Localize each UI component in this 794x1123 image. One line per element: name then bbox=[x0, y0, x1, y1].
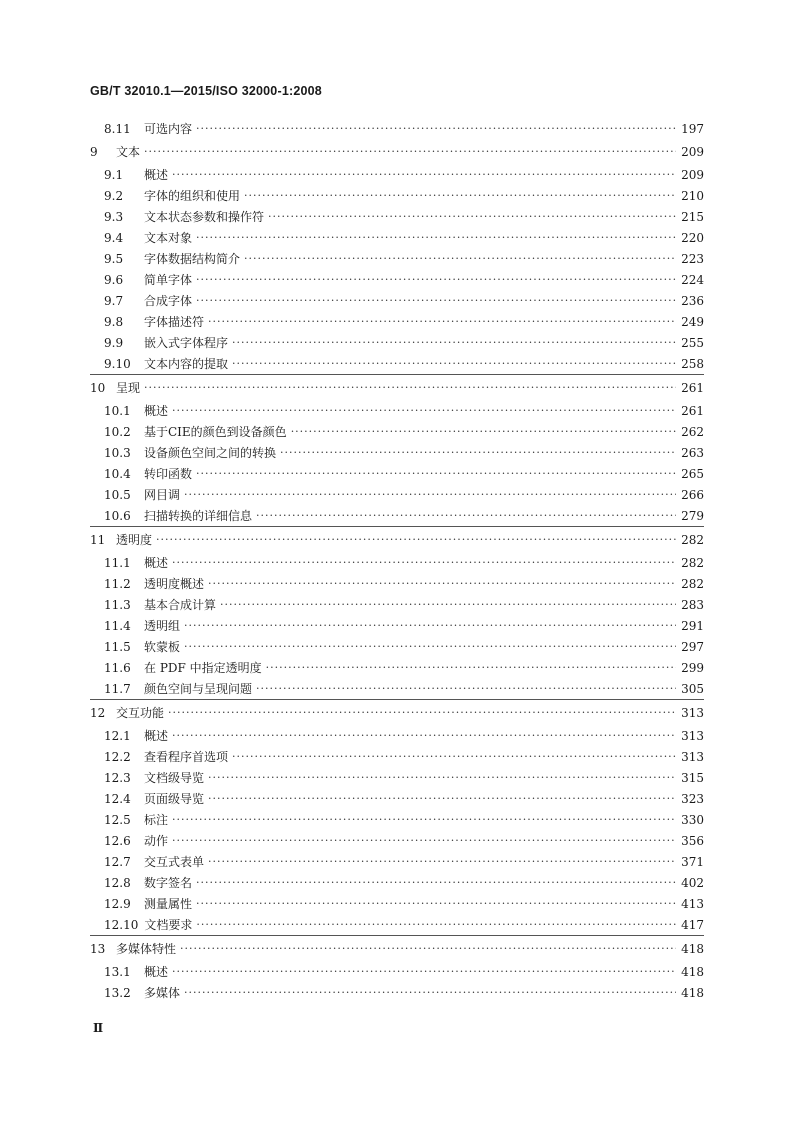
toc-entry-page: 209 bbox=[681, 144, 704, 159]
toc-entry-number: 12 bbox=[90, 705, 106, 720]
toc-entry-number: 10.1 bbox=[104, 403, 131, 418]
toc-dot-leader bbox=[208, 315, 676, 328]
toc-entry-page: 305 bbox=[681, 681, 704, 696]
toc-entry-number: 11.6 bbox=[104, 660, 131, 675]
toc-section-entry[interactable] bbox=[90, 353, 704, 374]
toc-entry-page: 313 bbox=[681, 728, 704, 743]
toc-section-entry[interactable] bbox=[90, 872, 704, 893]
toc-dot-leader bbox=[196, 273, 676, 286]
toc-entry-page: 279 bbox=[681, 508, 704, 523]
toc-dot-leader bbox=[220, 598, 676, 611]
toc-section-entry[interactable] bbox=[90, 118, 704, 139]
toc-entry-title: 合成字体 bbox=[144, 294, 193, 308]
toc-dot-leader bbox=[256, 682, 676, 695]
toc-section-entry[interactable] bbox=[90, 311, 704, 332]
toc-section-entry[interactable] bbox=[90, 185, 704, 206]
toc-entry-number: 9.7 bbox=[104, 293, 124, 308]
toc-entry-number: 9 bbox=[90, 144, 98, 159]
toc-entry-number: 9.4 bbox=[104, 230, 124, 245]
toc-dot-leader bbox=[232, 357, 676, 370]
toc-dot-leader bbox=[196, 231, 676, 244]
toc-entry-number: 13.1 bbox=[104, 964, 131, 979]
toc-section-entry[interactable] bbox=[90, 206, 704, 227]
toc-entry-page: 261 bbox=[681, 380, 704, 395]
toc-entry-number: 11.5 bbox=[104, 639, 131, 654]
toc-entry-title: 软蒙板 bbox=[144, 640, 181, 654]
toc-entry-number: 10 bbox=[90, 380, 106, 395]
toc-entry-page: 299 bbox=[681, 660, 704, 675]
toc-entry-page: 330 bbox=[681, 812, 704, 827]
toc-entry-title: 透明度概述 bbox=[144, 577, 205, 591]
toc-entry-number: 11.1 bbox=[104, 555, 131, 570]
toc-dot-leader bbox=[184, 488, 676, 501]
toc-entry-title: 网目调 bbox=[144, 488, 181, 502]
toc-dot-leader bbox=[172, 729, 676, 742]
toc-entry-number: 8.11 bbox=[104, 121, 131, 136]
toc-dot-leader bbox=[168, 706, 676, 719]
toc-entry-title: 字体的组织和使用 bbox=[144, 189, 241, 203]
toc-section-entry[interactable] bbox=[90, 636, 704, 657]
toc-entry-page: 418 bbox=[681, 964, 704, 979]
toc-entry-page: 315 bbox=[681, 770, 704, 785]
toc-entry-page: 291 bbox=[681, 618, 704, 633]
toc-entry-number: 10.5 bbox=[104, 487, 131, 502]
toc-entry-page: 261 bbox=[681, 403, 704, 418]
toc-dot-leader bbox=[208, 771, 676, 784]
toc-entry-title: 概述 bbox=[144, 965, 169, 979]
toc-dot-leader bbox=[244, 189, 676, 202]
toc-entry-page: 297 bbox=[681, 639, 704, 654]
toc-entry-page: 258 bbox=[681, 356, 704, 371]
toc-entry-title: 扫描转换的详细信息 bbox=[144, 509, 253, 523]
toc-section-entry[interactable] bbox=[90, 746, 704, 767]
toc-dot-leader bbox=[268, 210, 676, 223]
toc-chapter-entry[interactable] bbox=[90, 526, 704, 552]
toc-entry-number: 13 bbox=[90, 941, 106, 956]
toc-dot-leader bbox=[196, 876, 676, 889]
toc-section-entry[interactable] bbox=[90, 552, 704, 573]
toc-section-entry[interactable] bbox=[90, 725, 704, 746]
toc-section-entry[interactable] bbox=[90, 809, 704, 830]
toc-dot-leader bbox=[244, 252, 676, 265]
toc-entry-title: 在 PDF 中指定透明度 bbox=[144, 661, 262, 675]
toc-dot-leader bbox=[208, 855, 676, 868]
toc-entry-title: 概述 bbox=[144, 404, 169, 418]
toc-entry-number: 10.4 bbox=[104, 466, 131, 481]
toc-entry-number: 9.10 bbox=[104, 356, 131, 371]
toc-entry-title: 概述 bbox=[144, 168, 169, 182]
toc-entry-page: 209 bbox=[681, 167, 704, 182]
toc-dot-leader bbox=[232, 750, 676, 763]
toc-entry-number: 11 bbox=[90, 532, 106, 547]
toc-dot-leader bbox=[256, 509, 676, 522]
toc-dot-leader bbox=[172, 168, 676, 181]
toc-entry-page: 413 bbox=[681, 896, 704, 911]
toc-entry-number: 11.4 bbox=[104, 618, 131, 633]
toc-dot-leader bbox=[291, 425, 676, 438]
toc-entry-title: 标注 bbox=[144, 813, 169, 827]
toc-entry-page: 371 bbox=[681, 854, 704, 869]
toc-entry-page: 282 bbox=[681, 532, 704, 547]
toc-entry-title: 转印函数 bbox=[144, 467, 193, 481]
toc-section-entry[interactable] bbox=[90, 615, 704, 636]
toc-entry-title: 文档级导览 bbox=[144, 771, 205, 785]
toc-chapter-entry[interactable] bbox=[90, 699, 704, 725]
toc-chapter-entry[interactable] bbox=[90, 374, 704, 400]
toc-entry-title: 嵌入式字体程序 bbox=[144, 336, 229, 350]
toc-entry-title: 概述 bbox=[144, 556, 169, 570]
toc-dot-leader bbox=[172, 813, 676, 826]
toc-entry-title: 文档要求 bbox=[144, 918, 193, 932]
toc-section-entry[interactable] bbox=[90, 505, 704, 526]
toc-entry-number: 9.9 bbox=[104, 335, 124, 350]
toc-entry-page: 266 bbox=[681, 487, 704, 502]
toc-entry-page: 236 bbox=[681, 293, 704, 308]
toc-chapter-entry[interactable] bbox=[90, 935, 704, 961]
toc-section-entry[interactable] bbox=[90, 788, 704, 809]
toc-entry-title: 测量属性 bbox=[144, 897, 193, 911]
toc-entry-title: 透明组 bbox=[144, 619, 181, 633]
toc-entry-title: 文本内容的提取 bbox=[144, 357, 229, 371]
toc-section-entry[interactable] bbox=[90, 767, 704, 788]
toc-dot-leader bbox=[172, 834, 676, 847]
toc-dot-leader bbox=[232, 336, 676, 349]
toc-dot-leader bbox=[196, 122, 676, 135]
toc-entry-title: 数字签名 bbox=[144, 876, 193, 890]
toc-entry-title: 交互功能 bbox=[116, 706, 165, 720]
toc-entry-title: 文本对象 bbox=[144, 231, 193, 245]
toc-entry-page: 283 bbox=[681, 597, 704, 612]
toc-entry-number: 9.5 bbox=[104, 251, 124, 266]
toc-entry-title: 多媒体 bbox=[144, 986, 181, 1000]
toc-entry-number: 9.1 bbox=[104, 167, 124, 182]
toc-entry-title: 页面级导览 bbox=[144, 792, 205, 806]
toc-entry-number: 10.2 bbox=[104, 424, 131, 439]
toc-section-entry[interactable] bbox=[90, 463, 704, 484]
toc-entry-page: 224 bbox=[681, 272, 704, 287]
toc-entry-page: 265 bbox=[681, 466, 704, 481]
toc-entry-number: 12.9 bbox=[104, 896, 131, 911]
toc-dot-leader bbox=[208, 577, 676, 590]
toc-dot-leader bbox=[208, 792, 676, 805]
toc-entry-title: 颜色空间与呈现问题 bbox=[144, 682, 253, 696]
toc-entry-page: 249 bbox=[681, 314, 704, 329]
toc-entry-page: 215 bbox=[681, 209, 704, 224]
toc-entry-number: 12.10 bbox=[104, 917, 139, 932]
toc-entry-title: 文本 bbox=[116, 145, 141, 159]
toc-dot-leader bbox=[172, 965, 676, 978]
toc-entry-title: 查看程序首选项 bbox=[144, 750, 229, 764]
toc-entry-number: 12.1 bbox=[104, 728, 131, 743]
toc-entry-number: 12.2 bbox=[104, 749, 131, 764]
toc-section-entry[interactable] bbox=[90, 982, 704, 1003]
toc-entry-title: 概述 bbox=[144, 729, 169, 743]
toc-entry-number: 9.8 bbox=[104, 314, 124, 329]
toc-dot-leader bbox=[280, 446, 676, 459]
toc-dot-leader bbox=[196, 467, 676, 480]
toc-dot-leader bbox=[184, 619, 676, 632]
toc-entry-number: 11.3 bbox=[104, 597, 131, 612]
toc-section-entry[interactable] bbox=[90, 851, 704, 872]
toc-entry-number: 12.5 bbox=[104, 812, 131, 827]
toc-entry-title: 基于CIE的颜色到设备颜色 bbox=[144, 425, 287, 439]
toc-entry-page: 418 bbox=[681, 941, 704, 956]
toc-entry-number: 11.7 bbox=[104, 681, 131, 696]
toc-entry-page: 402 bbox=[681, 875, 704, 890]
toc-dot-leader bbox=[156, 533, 676, 546]
toc-entry-number: 11.2 bbox=[104, 576, 131, 591]
toc-entry-page: 418 bbox=[681, 985, 704, 1000]
page-number-footer: Ⅱ bbox=[93, 1021, 104, 1035]
toc-entry-page: 223 bbox=[681, 251, 704, 266]
toc-entry-number: 12.4 bbox=[104, 791, 131, 806]
toc-entry-number: 10.6 bbox=[104, 508, 131, 523]
toc-section-entry[interactable] bbox=[90, 893, 704, 914]
toc-dot-leader bbox=[196, 918, 676, 931]
toc-dot-leader bbox=[266, 661, 676, 674]
toc-section-entry[interactable] bbox=[90, 961, 704, 982]
toc-entry-page: 263 bbox=[681, 445, 704, 460]
toc-dot-leader bbox=[172, 556, 676, 569]
document-header: GB/T 32010.1—2015/ISO 32000-1:2008 bbox=[90, 84, 322, 98]
toc-section-entry[interactable] bbox=[90, 484, 704, 505]
toc-entry-title: 设备颜色空间之间的转换 bbox=[144, 446, 277, 460]
toc-entry-page: 356 bbox=[681, 833, 704, 848]
toc-entry-number: 12.6 bbox=[104, 833, 131, 848]
toc-dot-leader bbox=[144, 381, 676, 394]
toc-entry-title: 字体数据结构简介 bbox=[144, 252, 241, 266]
toc-entry-title: 呈现 bbox=[116, 381, 141, 395]
toc-section-entry[interactable] bbox=[90, 164, 704, 185]
toc-chapter-entry[interactable] bbox=[90, 139, 704, 164]
toc-entry-page: 210 bbox=[681, 188, 704, 203]
toc-entry-page: 262 bbox=[681, 424, 704, 439]
toc-section-entry[interactable] bbox=[90, 227, 704, 248]
toc-section-entry[interactable] bbox=[90, 678, 704, 699]
toc-entry-page: 313 bbox=[681, 749, 704, 764]
toc-entry-title: 透明度 bbox=[116, 533, 153, 547]
toc-entry-title: 文本状态参数和操作符 bbox=[144, 210, 265, 224]
toc-entry-title: 字体描述符 bbox=[144, 315, 205, 329]
toc-entry-page: 197 bbox=[681, 121, 704, 136]
toc-entry-number: 10.3 bbox=[104, 445, 131, 460]
toc-entry-title: 基本合成计算 bbox=[144, 598, 217, 612]
table-of-contents bbox=[90, 118, 704, 1003]
toc-section-entry[interactable] bbox=[90, 442, 704, 463]
toc-dot-leader bbox=[144, 145, 676, 158]
toc-section-entry[interactable] bbox=[90, 400, 704, 421]
toc-entry-number: 9.2 bbox=[104, 188, 124, 203]
toc-entry-title: 交互式表单 bbox=[144, 855, 205, 869]
toc-section-entry[interactable] bbox=[90, 914, 704, 935]
toc-section-entry[interactable] bbox=[90, 248, 704, 269]
toc-section-entry[interactable] bbox=[90, 830, 704, 851]
toc-entry-page: 282 bbox=[681, 576, 704, 591]
toc-entry-page: 417 bbox=[681, 917, 704, 932]
toc-entry-number: 9.6 bbox=[104, 272, 124, 287]
toc-entry-number: 12.8 bbox=[104, 875, 131, 890]
toc-entry-number: 13.2 bbox=[104, 985, 131, 1000]
toc-entry-page: 255 bbox=[681, 335, 704, 350]
toc-entry-page: 220 bbox=[681, 230, 704, 245]
toc-section-entry[interactable] bbox=[90, 269, 704, 290]
toc-dot-leader bbox=[180, 942, 676, 955]
toc-entry-page: 313 bbox=[681, 705, 704, 720]
toc-entry-title: 简单字体 bbox=[144, 273, 193, 287]
toc-section-entry[interactable] bbox=[90, 421, 704, 442]
toc-section-entry[interactable] bbox=[90, 573, 704, 594]
toc-entry-page: 282 bbox=[681, 555, 704, 570]
toc-dot-leader bbox=[196, 294, 676, 307]
toc-dot-leader bbox=[184, 986, 676, 999]
toc-dot-leader bbox=[172, 404, 676, 417]
toc-section-entry[interactable] bbox=[90, 290, 704, 311]
toc-entry-title: 动作 bbox=[144, 834, 169, 848]
toc-dot-leader bbox=[196, 897, 676, 910]
toc-entry-page: 323 bbox=[681, 791, 704, 806]
toc-entry-number: 12.7 bbox=[104, 854, 131, 869]
toc-entry-number: 12.3 bbox=[104, 770, 131, 785]
toc-entry-number: 9.3 bbox=[104, 209, 124, 224]
toc-entry-title: 多媒体特性 bbox=[116, 942, 177, 956]
toc-section-entry[interactable] bbox=[90, 594, 704, 615]
toc-section-entry[interactable] bbox=[90, 332, 704, 353]
toc-entry-title: 可选内容 bbox=[144, 122, 193, 136]
toc-dot-leader bbox=[184, 640, 676, 653]
toc-section-entry[interactable] bbox=[90, 657, 704, 678]
